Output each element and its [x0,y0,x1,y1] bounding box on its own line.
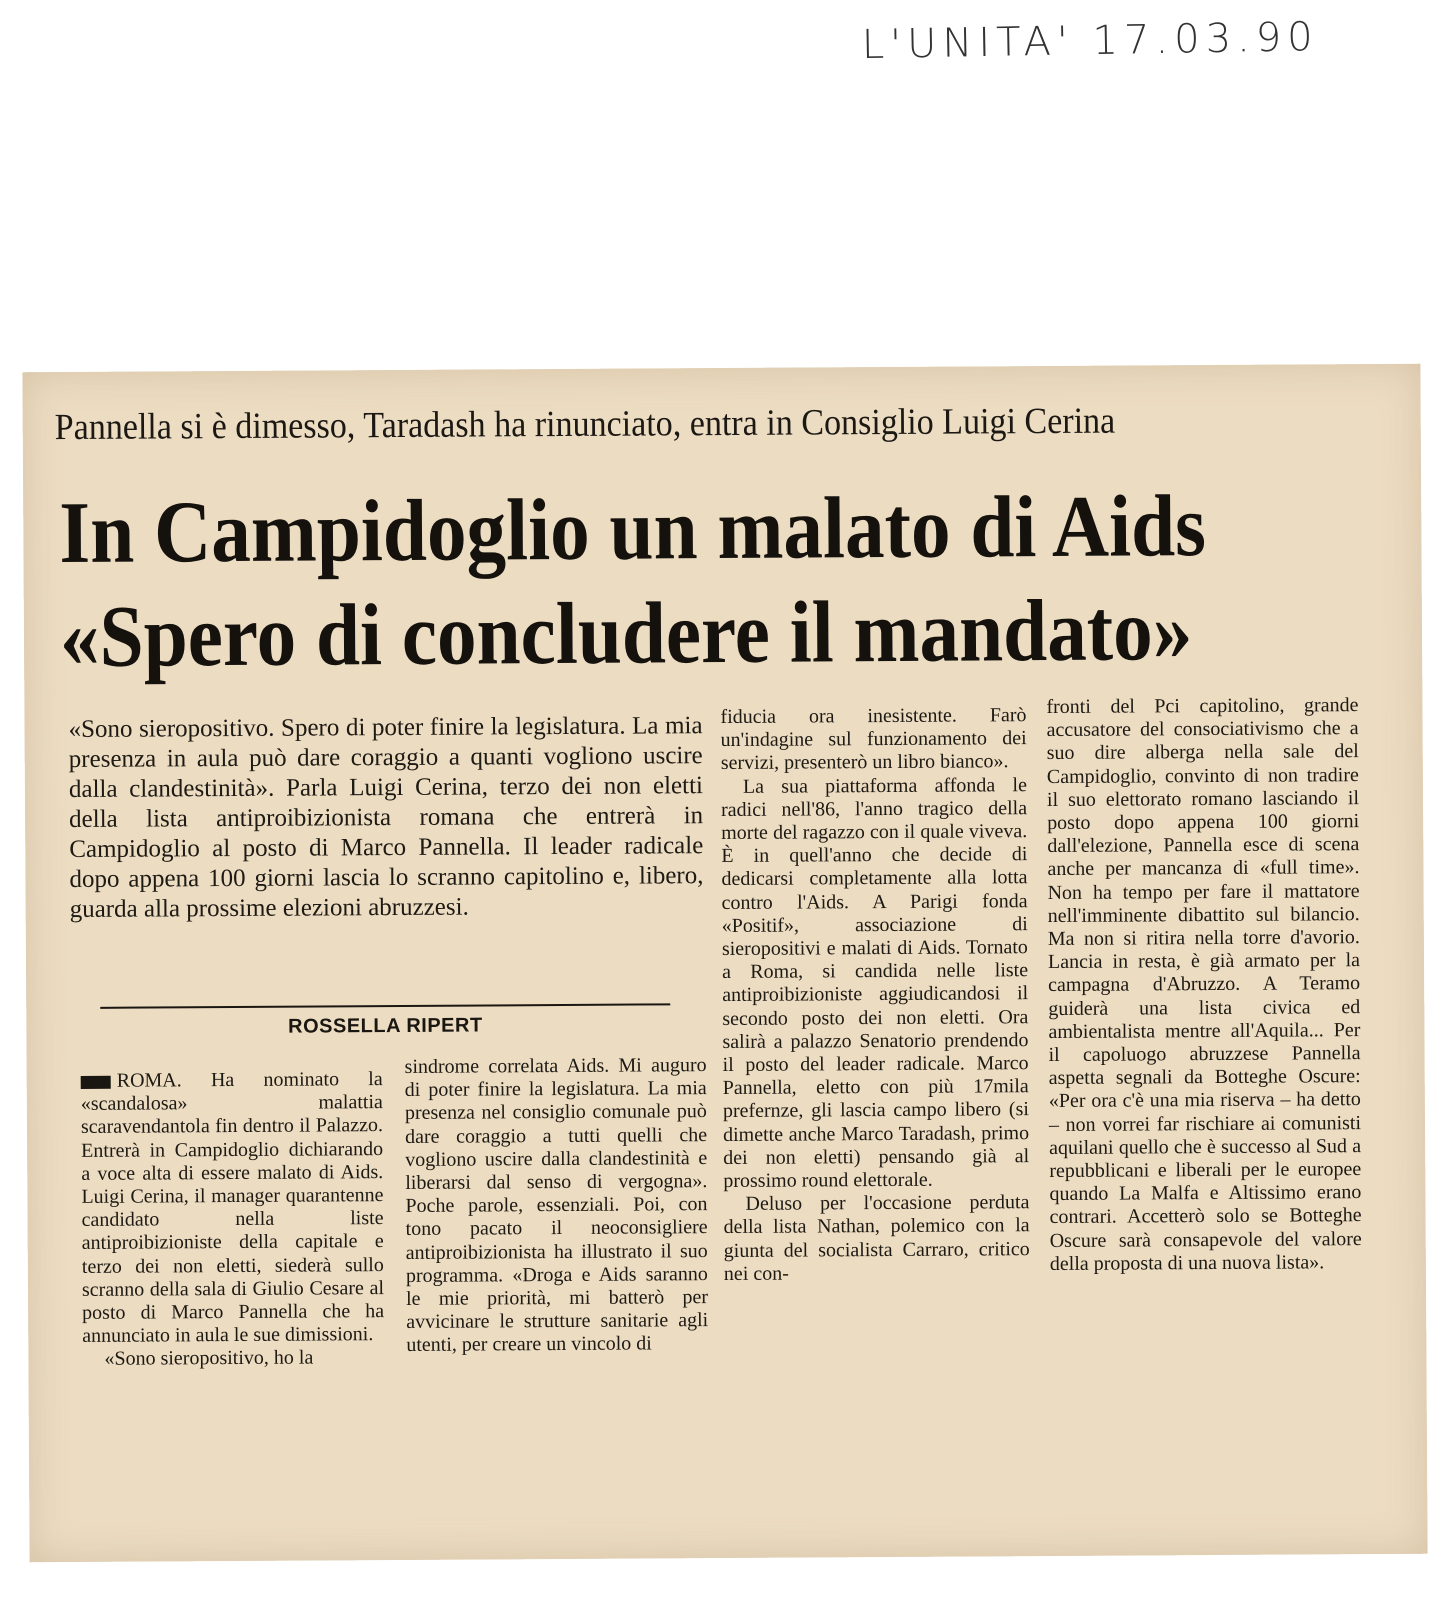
column-1-paragraph-2: «Sono sieropositivo, ho la [104,1346,314,1371]
article-lead: «Sono sieropositivo. Spero di poter finire la legislatura. La mia presenza in aula può dare coraggio a quanti vogliono uscire dalla clandestinità». Parla Luigi Cerina, terzo dei non eletti della lista antiproibizionista romana che entrerà in Campidoglio al posto di Marco Pannella. Il leader radicale dopo appena 100 giorni lascia lo scranno capitolino e, libero, guarda alla prossime elezioni abruzzesi. [68,712,704,924]
article-column-1 [81,1068,385,1371]
dateline-square-icon [81,1076,111,1089]
byline-rule [100,1003,670,1008]
column-1-paragraph-1-text: ROMA. Ha nominato la «scandalosa» malattia scaravendantola fin dentro il Palazzo. Entrerà in Campidoglio dichiarando a voce alta di essere malato di Aids. Luigi Cerina, il manager quarantenne candidato nella liste antiproibizioniste della capitale e terzo dei non eletti, siederà sullo scranno della sala di Giulio Cesare al posto di Marco Pannella che ha annunciato in aula le sue dimissioni. [80,1068,385,1348]
newspaper-clipping [22,364,1427,1563]
headline-line-2: «Spero di concludere il mandato» [59,582,1193,687]
article-column-2 [405,1054,709,1357]
article-kicker: Pannella si è dimesso, Taradash ha rinunciato, entra in Consiglio Luigi Cerina [54,400,1116,449]
column-4-paragraph-1: fronti del Pci capitolino, grande accusatore del consociativismo che a suo dire alberga nella sale del Campidoglio, convinto di non tradire il suo elettorato romano lasciando il posto dopo appena 100 giorni dall'elezione, Pannella esce di scena anche per mancanza di «full time». Non ha tempo per fare il mattatore nell'imminente dibattito sul bilancio. Ma non si ritira nella torre d'avorio. Lancia in resta, è già armato per la campagna d'Abruzzo. A Teramo guiderà una lista civica ed ambientalista mentre all'Aquila... Per il capoluogo abruzzese Pannella aspetta segnali da Botteghe Oscure: «Per ora c'è una mia riserva – ha detto – non vorrei far rischiare ai comunisti aquilani quello che è successo al Sud a repubblicani e liberali per le europee quando La Malfa e Altissimo erano contrari. Accetterò solo se Botteghe Oscure sarà consapevole del valore della proposta di una nuova lista». [1046,694,1362,1275]
column-3-paragraph-1: fiducia ora inesistente. Farò un'indagine sul funzionamento dei servizi, presenterò un libro bianco». [720,704,1027,775]
article-column-4 [1046,694,1362,1276]
handwritten-source-date: L'UNITA' 17.03.90 [861,14,1320,69]
column-3-paragraph-3: Deluso per l'occasione perduta della lista Nathan, polemico con la giunta del socialista Carraro, critico nei con- [723,1191,1030,1285]
column-1-paragraph-1 [81,1068,385,1348]
article-byline: ROSSELLA RIPERT [288,1014,483,1038]
column-3-paragraph-2: La sua piattaforma affonda le radici nell'86, l'anno tragico della morte del ragazzo con il quale viveva. È in quell'anno che decide di dedicarsi completamente alla lotta contro l'Aids. A Parigi fonda «Positif», associazione di sieropositivi e malati di Aids. Tornato a Roma, si candida nelle liste antiproibizioniste aggiudicandosi il secondo posto dei non eletti. Ora salirà a palazzo Senatorio prendendo il posto del leader radicale. Marco Pannella, eletto con più 17mila prefernze, gli lascia campo libero (si dimette anche Marco Taradash, primo dei non eletti) pensando già al prossimo round elettorale. [720,773,1030,1193]
column-2-paragraph-1: sindrome correlata Aids. Mi auguro di poter finire la legislatura. La mia presenza nel consiglio comunale può dare coraggio a tutti quelli che vogliono uscire dalla clandestinità e liberarsi dal senso di vergogna». Poche parole, essenziali. Poi, con tono pacato il neoconsigliere antiproibizionista ha illustrato il suo programma. «Droga e Aids saranno le mie priorità, mi batterò per avvicinare le strutture sanitarie agli utenti, per creare un vincolo di [404,1054,709,1357]
article-column-3 [720,704,1030,1286]
headline-line-1: In Campidoglio un malato di Aids [59,478,1207,583]
